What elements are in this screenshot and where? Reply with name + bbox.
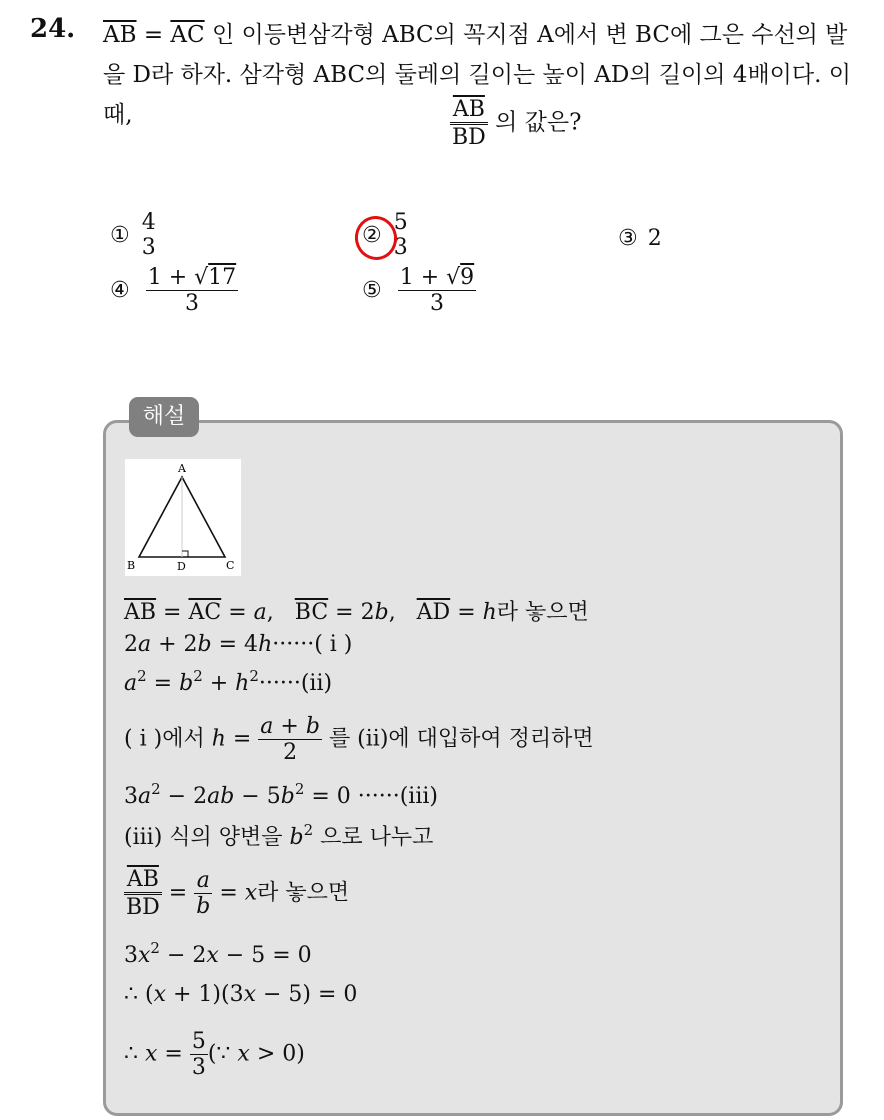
- solution-line-2: 2a + 2b = 4h······( i ): [124, 632, 353, 657]
- choice-marker: ④: [110, 278, 130, 304]
- ratio-fraction: $\frac{\overline{AB}}{BD}$: [452, 97, 486, 151]
- choice-4[interactable]: ④ $\frac{1 + √17}{3}$: [110, 265, 237, 317]
- question-tail: [450, 98, 581, 149]
- solution-line-5: $3a^2 - 2ab - 5b^2 = 0 \cdot\cdot\cdot\cdot\cdot\cdot(iii)$: [124, 780, 439, 809]
- question-number: 24.: [30, 14, 76, 44]
- solution-tab: 해설: [129, 397, 199, 437]
- solution-line-4: ( i )에서 h = $\frac{a + b}{2}$ 를 (ii)에 대입하여 정리하면: [124, 714, 594, 766]
- vertex-c-label: C: [226, 559, 235, 572]
- segment-ab: $\overline{AB}$: [103, 22, 137, 48]
- choice-3[interactable]: ③ 2: [618, 226, 662, 251]
- choice-5[interactable]: ⑤ $\frac{1 + √9}{3}$: [362, 265, 475, 317]
- solution-line-1: $\overline{AB} = \overline{AC} = a$, $\overline{BC} = 2b$, $\overline{AD} = h$라 놓으면: [124, 600, 589, 625]
- triangle-diagram: [125, 459, 241, 576]
- choice-marker: ⑤: [362, 278, 382, 304]
- choice-marker: ②: [362, 222, 382, 248]
- solution-line-10: ∴ x = $\frac{5}{3}$ (∵ x > 0): [124, 1029, 305, 1081]
- solution-line-7: $\frac{\overline{AB}}{BD}$ = $\frac{a}{b}$ = x라 놓으면: [126, 867, 350, 921]
- choice-1[interactable]: ① 4 3: [110, 210, 156, 261]
- vertex-a-label: A: [178, 462, 186, 475]
- solution-line-3: $a^2 = b^2 + h^2\cdot\cdot\cdot\cdot\cdot\cdot(ii)$: [124, 667, 333, 696]
- question-body: 인 이등변삼각형 ABC의 꼭지점 A에서 변 BC에 그은 수선의 발을 D라 하자. 삼각형 ABC의 둘레의 길이는 높이 AD의 길이의 4배이다. 이 때,: [103, 22, 851, 128]
- choice-2[interactable]: ② 5 3: [362, 210, 408, 261]
- solution-line-6: (iii) 식의 양변을 $b^2$ 으로 나누고: [124, 821, 434, 850]
- vertex-b-label: B: [127, 559, 136, 572]
- choice-marker: ①: [110, 222, 130, 248]
- segment-ac: $\overline{AC}$: [170, 22, 205, 48]
- triangle-figure: [125, 459, 241, 576]
- choice-marker: ③: [618, 226, 638, 251]
- solution-line-9: ∴ (x + 1)(3x − 5) = 0: [124, 982, 358, 1007]
- question-text: $\overline{AB} = \overline{AC}$ 인 이등변삼각형 ABC의 꼭지점 A에서 변 BC에 그은 수선의 발을 D라 하자. 삼각형 ABC의 둘레의 길이는 높이 AD의 길이의 4배이다. 이 때,: [103, 22, 851, 128]
- question-ask: 의 값은?: [495, 109, 582, 136]
- solution-line-8: $3x^2 - 2x - 5 = 0$: [124, 939, 312, 968]
- foot-d-label: D: [177, 560, 186, 573]
